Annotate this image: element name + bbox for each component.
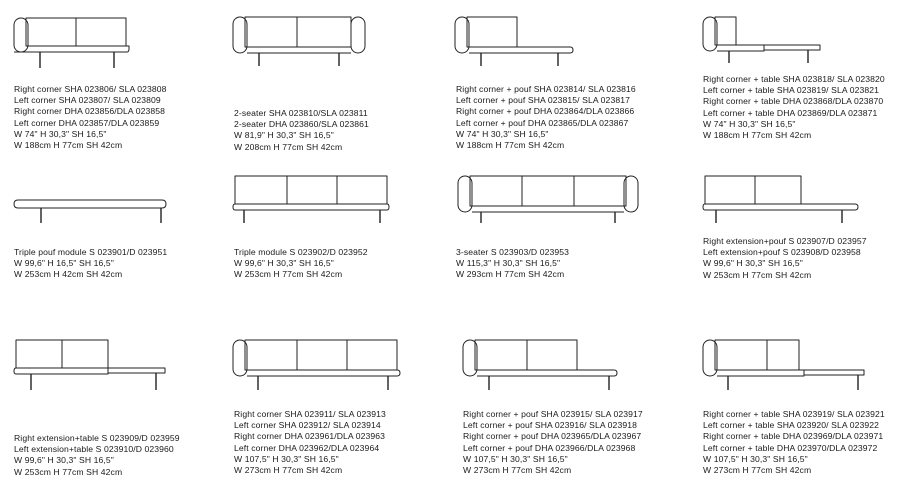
sofa-drawing-triple-module (232, 174, 390, 226)
module-spec: Right corner SHA 023806/ SLA 023808 Left corner SHA 023807/ SLA 023809 Right corner DHA 023856/DLA 023858 Left corner DHA 023857/DLA 023859 W 74" H 30,3" SH 16,5" W 188cm H 77cm SH 42cm (14, 84, 167, 151)
sofa-outline-icon (232, 14, 368, 70)
sofa-drawing-right-corner-table-large (702, 338, 868, 394)
sofa-drawing-right-extension-table (13, 338, 169, 394)
sofa-drawing-right-extension-pouf (702, 174, 860, 226)
sofa-outline-icon (13, 14, 133, 72)
sofa-drawing-triple-pouf (13, 196, 169, 226)
module-spec: Right extension+pouf S 023907/D 023957 Left extension+pouf S 023908/D 023958 W 99,6" H 30,3" SH 16,5" W 253cm H 77cm SH 42cm (703, 236, 867, 280)
sofa-outline-icon (702, 174, 860, 226)
sofa-drawing-3-seater (457, 174, 641, 226)
sofa-outline-icon (702, 338, 868, 394)
sofa-outline-icon (13, 196, 169, 226)
sofa-drawing-right-corner (13, 14, 133, 72)
sofa-outline-icon (454, 14, 576, 70)
sofa-outline-icon (232, 338, 402, 394)
module-spec: 3-seater S 023903/D 023953 W 115,3" H 30,3" SH 16,5" W 293cm H 77cm SH 42cm (456, 247, 569, 280)
module-spec: Right corner SHA 023911/ SLA 023913 Left corner SHA 023912/ SLA 023914 Right corner DHA 023961/DLA 023963 Left corner DHA 023962/DLA 023964 W 107,5" H 30,3" SH 16,5" W 273cm H 77cm SH 42cm (234, 409, 386, 476)
module-spec: Right corner + pouf SHA 023814/ SLA 023816 Left corner + pouf SHA 023815/ SLA 023817 Right corner + pouf DHA 023864/DLA 023866 Left corner + pouf DHA 023865/DLA 023867 W 74" H 30,3" SH 16,5" W 188cm H 77cm SH 42cm (456, 84, 636, 151)
sofa-drawing-right-corner-pouf-large (462, 338, 620, 394)
sofa-outline-icon (457, 174, 641, 226)
module-spec: Triple module S 023902/D 023952 W 99,6" H 30,3" SH 16,5" W 253cm H 77cm SH 42cm (234, 247, 368, 280)
sofa-drawing-right-corner-pouf (454, 14, 576, 70)
sofa-outline-icon (462, 338, 620, 394)
module-spec: Right corner + table SHA 023919/ SLA 023921 Left corner + table SHA 023920/ SLA 023922 Right corner + table DHA 023969/DLA 023971 Left corner + table DHA 023970/DLA 023972 W 107,5" H 30,3" SH 16,5" W 273cm H 77cm SH 42cm (703, 409, 885, 476)
sofa-outline-icon (702, 14, 824, 66)
module-spec: 2-seater SHA 023810/SLA 023811 2-seater DHA 023860/SLA 023861 W 81,9" H 30,3" SH 16,5" W 208cm H 77cm SH 42cm (234, 108, 369, 152)
module-spec: Right corner + table SHA 023818/ SLA 023820 Left corner + table SHA 023819/ SLA 023821 Right corner + table DHA 023868/DLA 023870 Left corner + table DHA 023869/DLA 023871 W 74" H 30,3" SH 16,5" W 188cm H 77cm SH 42cm (703, 74, 885, 141)
sofa-drawing-right-corner-large (232, 338, 402, 394)
sofa-outline-icon (13, 338, 169, 394)
module-spec: Right corner + pouf SHA 023915/ SLA 023917 Left corner + pouf SHA 023916/ SLA 023918 Right corner + pouf DHA 023965/DLA 023967 Left corner + pouf DHA 023966/DLA 023968 W 107,5" H 30,3" SH 16,5" W 273cm H 77cm SH 42cm (463, 409, 643, 476)
sofa-drawing-right-corner-table (702, 14, 824, 66)
sofa-drawing-2-seater (232, 14, 368, 70)
module-spec: Right extension+table S 023909/D 023959 Left extension+table S 023910/D 023960 W 99,6" H 30,3" SH 16,5" W 253cm H 77cm SH 42cm (14, 433, 180, 477)
module-spec: Triple pouf module S 023901/D 023951 W 99,6" H 16,5" SH 16,5" W 253cm H 42cm SH 42cm (14, 247, 168, 280)
sofa-outline-icon (232, 174, 390, 226)
